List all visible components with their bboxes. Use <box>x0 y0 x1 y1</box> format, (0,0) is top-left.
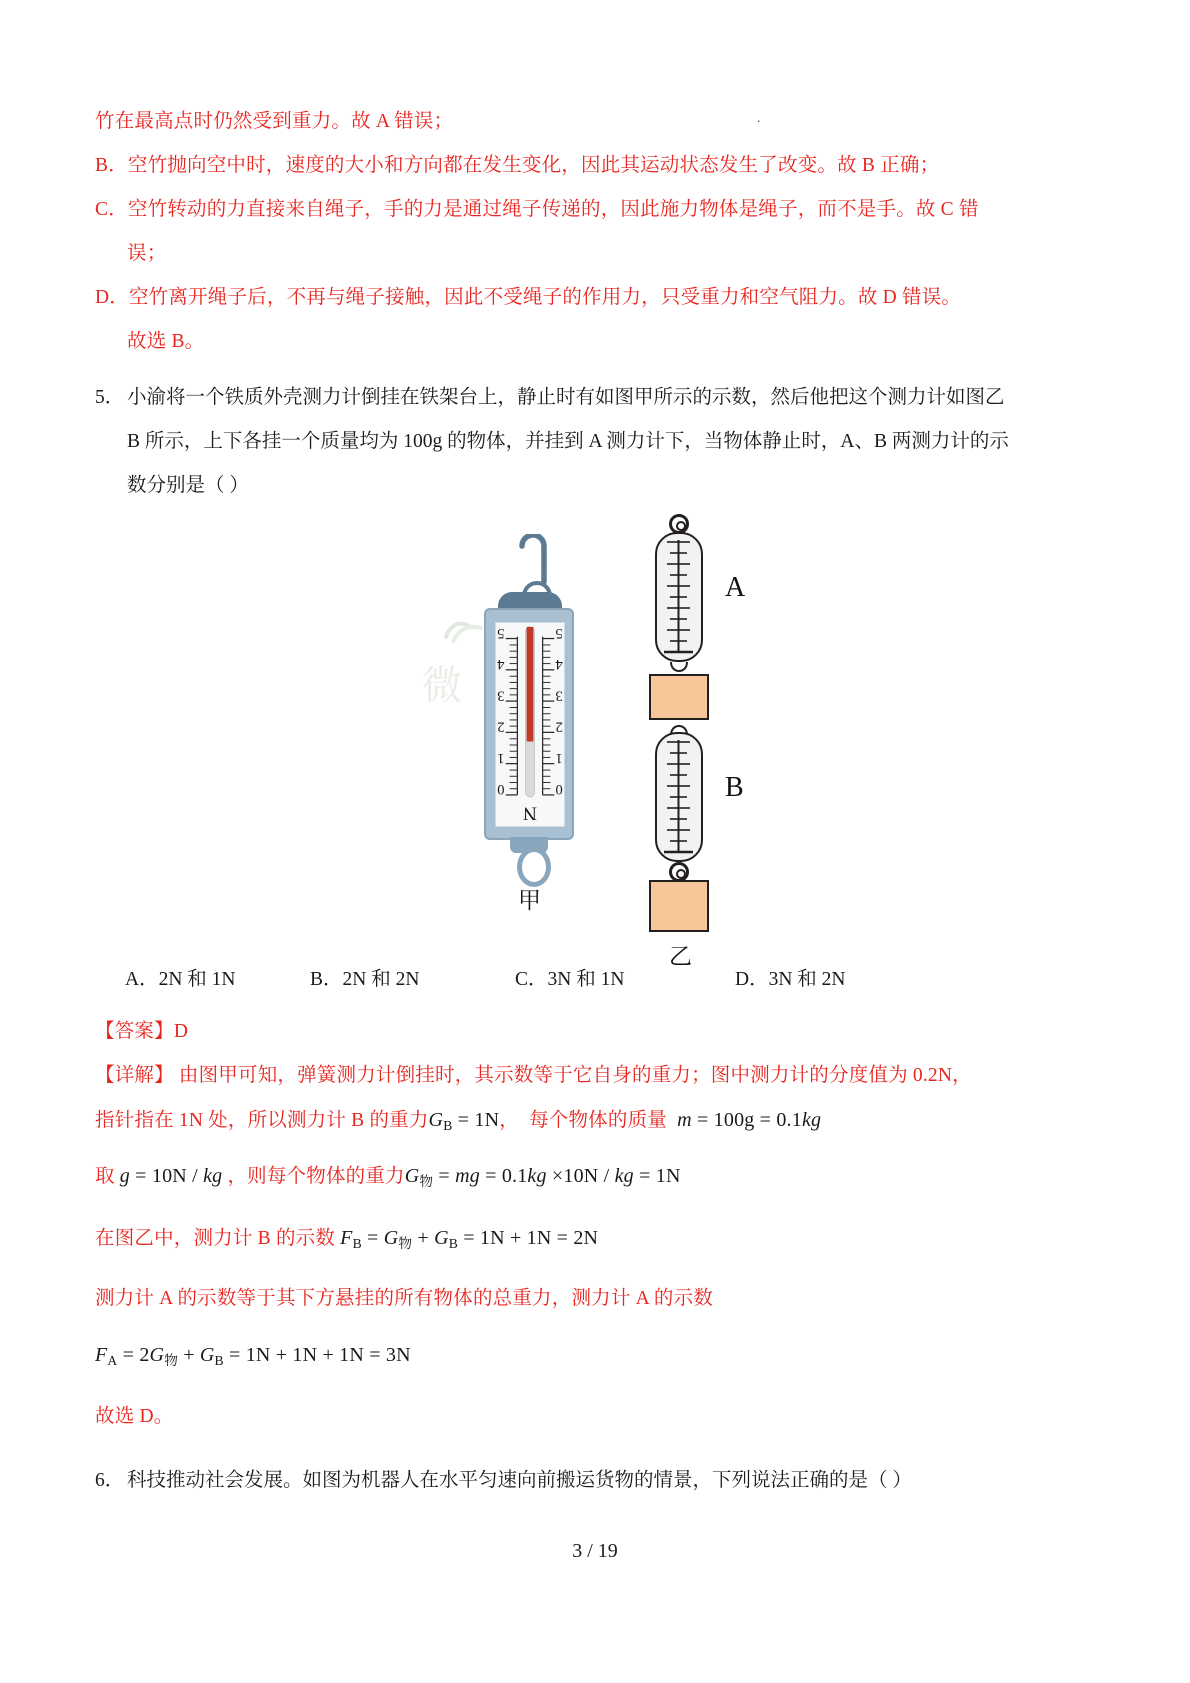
question-5-stem-line-2: B 所示，上下各挂一个质量均为 100g 的物体，并挂到 A 测力计下，当物体静止时，A、B 两测力计的示 <box>127 431 1009 452</box>
formula-fb: $F_B = G_物 + G_B = 1N + 1N = 2N$ <box>340 1226 599 1251</box>
svg-text:5: 5 <box>555 624 563 641</box>
question-5-figure <box>95 514 1095 969</box>
explanation-text-1: 由图甲可知，弹簧测力计倒挂时，其示数等于它自身的重力；图中测力计的分度值为 0.2N， <box>178 1065 972 1086</box>
prev-solution-line-2: B．空竹抛向空中时，速度的大小和方向都在发生变化，因此其运动状态发生了改变。故 B 正确； <box>95 155 940 176</box>
svg-text:0: 0 <box>555 781 563 798</box>
explanation-line-2 <box>95 1098 1095 1148</box>
figure-caption-jia: 甲 <box>518 888 541 913</box>
formula-gwu: $G_物$ = mg = 0.1kg ×10N / kg = 1N <box>404 1164 681 1189</box>
svg-text:1: 1 <box>555 749 563 766</box>
scale-case <box>484 608 574 840</box>
option-c[interactable] <box>515 960 735 1000</box>
question-5-number: 5． <box>95 387 125 408</box>
explanation-line-6 <box>95 1327 1095 1389</box>
gauge-b-face-icon <box>657 734 700 859</box>
formula-fa: $F_A = 2G_物 + G_B = 1N + 1N + 1N = 3N$ <box>95 1344 411 1369</box>
option-b-text: 2N 和 2N <box>342 969 420 990</box>
option-c-text: 3N 和 1N <box>547 969 625 990</box>
prev-solution-line-6: 故选 B。 <box>127 331 205 352</box>
explanation-text-3b: ，则每个物体的重力 <box>227 1165 405 1187</box>
gauge-b-bottom-ring <box>669 862 689 882</box>
gauge-b <box>655 732 703 862</box>
explanation-line-3 <box>95 1148 1095 1210</box>
gauge-a-label: A <box>725 572 746 603</box>
question-5-options <box>95 960 1095 1000</box>
option-d-text: 3N 和 2N <box>768 969 846 990</box>
option-d-key: D． <box>735 969 769 990</box>
explanation-line-4 <box>95 1210 1095 1272</box>
formula-mass: m = 100g = 0.1kg <box>677 1109 822 1131</box>
explanation-label: 【详解】 <box>95 1065 174 1086</box>
explanation-line-5: 测力计 A 的示数等于其下方悬挂的所有物体的总重力，测力计 A 的示数 <box>95 1288 714 1310</box>
watermark-text: 微 <box>422 663 462 709</box>
hanging-block-1 <box>649 674 709 720</box>
svg-text:3: 3 <box>555 687 563 704</box>
prev-solution-line-5: D．空竹离开绳子后，不再与绳子接触，因此不受绳子的作用力，只受重力和空气阻力。故 D 错误。 <box>95 287 962 308</box>
question-5-stem-line-1 <box>95 376 1095 420</box>
previous-solution-block <box>95 100 1095 364</box>
explanation-text-2a: 指针指在 1N 处，所以测力计 B 的重力 <box>95 1110 429 1131</box>
answer-value: D <box>173 1021 189 1042</box>
explanation-text-4a: 在图乙中，测力计 B 的示数 <box>95 1227 336 1249</box>
question-6-stem-text: 科技推动社会发展。如图为机器人在水平匀速向前搬运货物的情景，下列说法正确的是（ ） <box>127 1470 912 1492</box>
svg-text:4: 4 <box>555 656 563 673</box>
question-5-stem-text-1: 小渝将一个铁质外壳测力计倒挂在铁架台上，静止时有如图甲所示的示数，然后他把这个测力计如图乙 <box>127 387 1005 408</box>
formula-gb: $G_B = 1N$ <box>428 1109 500 1133</box>
explanation-text-2b: ， <box>499 1110 519 1131</box>
svg-text:5: 5 <box>497 624 505 641</box>
option-b[interactable] <box>310 960 515 1000</box>
svg-text:2: 2 <box>497 718 505 735</box>
svg-text:4: 4 <box>497 656 505 673</box>
gauge-a-face-icon <box>657 534 700 659</box>
option-a-key: A． <box>125 969 159 990</box>
svg-text:3: 3 <box>497 687 505 704</box>
explanation-conclusion: 故选 D。 <box>95 1406 174 1428</box>
hanging-block-2 <box>649 880 709 932</box>
explanation-text-2c: 每个物体的质量 <box>529 1110 667 1131</box>
svg-text:1: 1 <box>497 749 505 766</box>
svg-text:2: 2 <box>555 718 563 735</box>
gauge-a <box>655 532 703 662</box>
scale-bottom-ring <box>517 847 551 887</box>
scale-face-icon <box>496 623 564 826</box>
explanation-line-1 <box>95 1054 1095 1098</box>
gauge-a-top-ring <box>669 514 689 534</box>
prev-solution-line-1: 竹在最高点时仍然受到重力。故 A 错误； <box>95 111 454 132</box>
question-5-stem-line-3: 数分别是（ ） <box>127 475 249 496</box>
question-6 <box>95 1459 1095 1503</box>
option-a-text: 2N 和 1N <box>158 969 236 990</box>
scale-window <box>495 622 565 827</box>
page-footer: 3 / 19 <box>572 1540 618 1562</box>
figure-caption-yi: 乙 <box>669 944 692 969</box>
answer-row <box>95 1010 1095 1054</box>
question-6-stem <box>95 1459 1095 1503</box>
scale-unit-label: N <box>522 802 538 824</box>
gauge-b-label: B <box>725 772 744 803</box>
explanation-text-3a: 取 <box>95 1165 115 1187</box>
watermark-mark-icon <box>437 606 491 647</box>
prev-solution-line-4: 误； <box>127 243 167 264</box>
formula-g-const: g = 10N / kg <box>119 1164 223 1187</box>
option-d[interactable] <box>735 960 846 1000</box>
answer-label: 【答案】 <box>95 1021 174 1042</box>
question-5 <box>95 376 1095 1445</box>
option-b-key: B． <box>310 969 343 990</box>
option-c-key: C． <box>515 969 548 990</box>
figure-yi-assembly <box>635 514 805 969</box>
option-a[interactable] <box>125 960 310 1000</box>
svg-text:0: 0 <box>497 781 505 798</box>
page-dot-mark: . <box>757 111 761 126</box>
page-content <box>95 100 1095 1503</box>
figure-jia-spring-scale <box>422 534 590 913</box>
question-6-number: 6． <box>95 1470 125 1492</box>
prev-solution-line-3: C．空竹转动的力直接来自绳子，手的力是通过绳子传递的，因此施力物体是绳子，而不是手。故 C 错 <box>95 199 979 220</box>
